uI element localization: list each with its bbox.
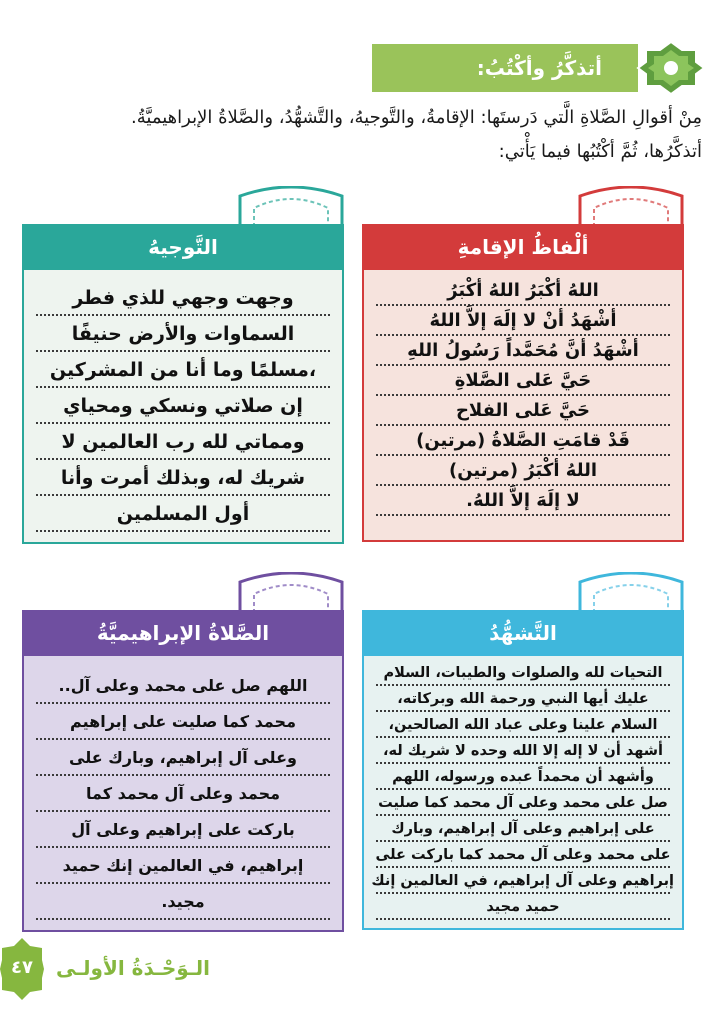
- card-ibrahimiya-title: الصَّلاةُ الإبراهيميَّةُ: [22, 610, 344, 656]
- card-iqama: [362, 224, 684, 542]
- card-iqama-line: اللهُ أكْبَرُ (مرتين): [448, 460, 597, 481]
- card-tashahhud-line: على محمد وعلى آل محمد كما باركت على: [375, 847, 671, 863]
- page-number: ٤٧: [11, 957, 33, 978]
- card-ibrahimiya-line: محمد كما صليت على إبراهيم: [70, 712, 296, 731]
- card-tawjih-line: السماوات والأرض حنيفًا: [71, 323, 295, 345]
- card-iqama-line: اللهُ أكْبَرُ اللهُ أكْبَرُ: [447, 280, 599, 301]
- dotted-rule: [36, 422, 330, 424]
- dotted-rule: [36, 738, 330, 740]
- dotted-rule: [36, 530, 330, 532]
- card-ibrahimiya-body: [22, 656, 344, 932]
- card-tashahhud-title: التَّشهُّدُ: [362, 610, 684, 656]
- card-tashahhud-line: وأشهد أن محمداً عبده ورسوله، اللهم: [392, 769, 654, 785]
- card-tashahhud-line: السلام علينا وعلى عباد الله الصالحين،: [388, 717, 658, 733]
- dotted-rule: [376, 514, 670, 516]
- card-ibrahimiya: [22, 610, 344, 932]
- card-iqama-lines: [364, 270, 682, 540]
- card-iqama-line: قَدْ قامَتِ الصَّلاةُ (مرتين): [416, 430, 630, 451]
- card-tawjih-body: [22, 270, 344, 544]
- dotted-rule: [376, 304, 670, 306]
- dotted-rule: [376, 710, 670, 712]
- card-iqama-line: حَيَّ عَلى الفلاح: [455, 400, 591, 421]
- card-iqama-body: [362, 270, 684, 542]
- card-tashahhud-line: عليك أيها النبي ورحمة الله وبركاته،: [397, 691, 649, 707]
- card-tashahhud-lines: [364, 656, 682, 928]
- card-ibrahimiya-line: مجيد.: [161, 892, 205, 911]
- ornament-emblem-icon: [636, 40, 706, 96]
- dotted-rule: [36, 774, 330, 776]
- dotted-rule: [376, 866, 670, 868]
- dotted-rule: [36, 882, 330, 884]
- heading-title: أتذكَّرُ وأكْتُبُ:: [476, 56, 602, 80]
- card-tawjih-title: التَّوجيهُ: [22, 224, 344, 270]
- unit-label: الـوَحْـدَةُ الأولـى: [55, 956, 211, 980]
- card-tashahhud-line: إبراهيم وعلى آل إبراهيم، في العالمين إنك: [371, 873, 674, 889]
- card-tawjih-line: أول المسلمين: [116, 503, 250, 525]
- card-iqama-line: لا إلَهَ إلاَّ اللهُ.: [466, 490, 580, 511]
- card-tawjih-lines: [24, 270, 342, 542]
- dotted-rule: [376, 840, 670, 842]
- dotted-rule: [376, 684, 670, 686]
- intro-line-1: مِنْ أقوالِ الصَّلاةِ الَّتي دَرستَها: الإقامةُ، والتَّوجيهُ، والتَّشهُّدُ، والصَّلاةُ الإبراهيميَّةُ.: [131, 107, 702, 128]
- dotted-rule: [376, 454, 670, 456]
- card-ibrahimiya-line: وعلى آل إبراهيم، وبارك على: [69, 748, 297, 767]
- card-iqama-title: ألْفاظُ الإقامةِ: [362, 224, 684, 270]
- card-tawjih-line: ،مسلمًا وما أنا من المشركين: [49, 359, 317, 381]
- dotted-rule: [36, 314, 330, 316]
- card-ibrahimiya-line: باركت على إبراهيم وعلى آل: [71, 820, 295, 839]
- dotted-rule: [376, 394, 670, 396]
- card-tashahhud: [362, 610, 684, 930]
- dotted-rule: [36, 702, 330, 704]
- dotted-rule: [376, 424, 670, 426]
- card-tashahhud-line: التحيات لله والصلوات والطيبات، السلام: [383, 665, 663, 681]
- dotted-rule: [376, 364, 670, 366]
- dotted-rule: [36, 846, 330, 848]
- card-ibrahimiya-line: اللهم صل على محمد وعلى آل..: [58, 676, 308, 695]
- dotted-rule: [376, 762, 670, 764]
- dotted-rule: [376, 814, 670, 816]
- card-ibrahimiya-line: محمد وعلى آل محمد كما: [85, 784, 281, 803]
- card-tashahhud-line: صل على محمد وعلى آل محمد كما صليت: [378, 795, 668, 811]
- card-tawjih-line: وجهت وجهي للذي فطر: [72, 287, 294, 309]
- dotted-rule: [36, 350, 330, 352]
- card-tashahhud-line: على إبراهيم وعلى آل إبراهيم، وبارك: [391, 821, 655, 837]
- dotted-rule: [376, 334, 670, 336]
- dotted-rule: [376, 892, 670, 894]
- intro-line-2: أتذكَّرُها، ثُمَّ أكْتُبُها فيما يَأْتي:: [498, 141, 702, 162]
- card-ibrahimiya-line: إبراهيم، في العالمين إنك حميد: [62, 856, 304, 875]
- card-iqama-line: أشْهَدُ أنْ لا إلَهَ إلاَّ اللهُ: [429, 310, 617, 331]
- card-tashahhud-body: [362, 656, 684, 930]
- dotted-rule: [376, 484, 670, 486]
- card-tashahhud-line: أشهد أن لا إله إلا الله وحده لا شريك له،: [382, 743, 664, 759]
- dotted-rule: [376, 736, 670, 738]
- card-tawjih-line: ومماتي لله رب العالمين لا: [61, 431, 305, 453]
- card-iqama-line: حَيَّ عَلى الصَّلاةِ: [454, 370, 592, 391]
- card-iqama-line: أشْهَدُ أنَّ مُحَمَّداً رَسُولُ اللهِ: [407, 340, 639, 361]
- card-ibrahimiya-lines: [24, 656, 342, 930]
- card-tawjih-line: إن صلاتي ونسكي ومحياي: [63, 395, 303, 417]
- card-tawjih: [22, 224, 344, 544]
- dotted-rule: [36, 386, 330, 388]
- dotted-rule: [36, 918, 330, 920]
- dotted-rule: [36, 458, 330, 460]
- card-tashahhud-line: حميد مجيد: [486, 899, 560, 915]
- dotted-rule: [36, 810, 330, 812]
- dotted-rule: [376, 918, 670, 920]
- card-tawjih-line: شريك له، وبذلك أمرت وأنا: [60, 467, 306, 489]
- dotted-rule: [376, 788, 670, 790]
- dotted-rule: [36, 494, 330, 496]
